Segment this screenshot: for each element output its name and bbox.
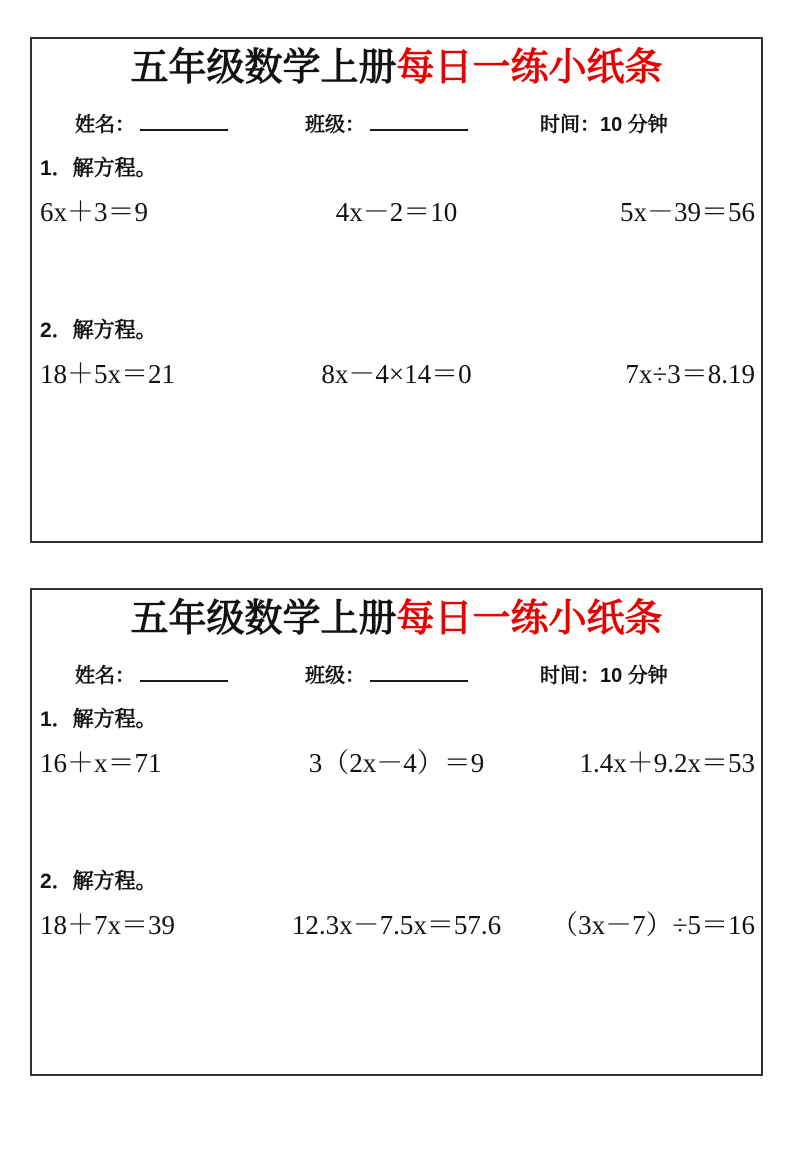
card-title [32, 596, 761, 642]
name-label: 姓名： [75, 114, 135, 136]
name-field [75, 113, 305, 137]
practice-card-2 [30, 588, 763, 1076]
time-field [540, 664, 761, 688]
worksheet-page [0, 37, 793, 1076]
equation-row [32, 357, 761, 391]
time-field [540, 113, 761, 137]
class-blank-line [370, 664, 468, 682]
equation: 5x－39＝56 [620, 197, 755, 227]
equation-row [32, 746, 761, 780]
equation: 18＋7x＝39 [40, 910, 175, 940]
time-label: 时间：10 分钟 [540, 665, 668, 687]
name-blank-line [140, 113, 228, 131]
class-label: 班级： [305, 114, 365, 136]
name-label: 姓名： [75, 665, 135, 687]
equation: 1.4x＋9.2x＝53 [579, 748, 755, 778]
meta-row [32, 113, 761, 137]
equation: 8x－4×14＝0 [321, 359, 472, 389]
section-heading-2: 2．解方程。 [40, 319, 157, 342]
section-heading-2: 2．解方程。 [40, 870, 157, 893]
practice-card-1 [30, 37, 763, 543]
equation-row [32, 195, 761, 229]
equation: （3x－7）÷5＝16 [551, 910, 755, 940]
class-blank-line [370, 113, 468, 131]
equation-row [32, 908, 761, 942]
equation: 16＋x＝71 [40, 748, 162, 778]
equation: 4x－2＝10 [335, 197, 458, 227]
section-heading-1: 1．解方程。 [40, 157, 157, 180]
card-title-red: 每日一练小纸条 [396, 47, 663, 89]
equation: 6x＋3＝9 [40, 197, 148, 227]
equation: 18＋5x＝21 [40, 359, 175, 389]
equation: 7x÷3＝8.19 [625, 359, 755, 389]
card-title-red: 每日一练小纸条 [396, 598, 663, 640]
class-field [305, 113, 540, 137]
card-title-black: 五年级数学上册 [130, 47, 397, 89]
name-field [75, 664, 305, 688]
card-title-black: 五年级数学上册 [130, 598, 397, 640]
card-title [32, 45, 761, 91]
name-blank-line [140, 664, 228, 682]
class-field [305, 664, 540, 688]
time-label: 时间：10 分钟 [540, 114, 668, 136]
class-label: 班级： [305, 665, 365, 687]
equation: 12.3x－7.5x＝57.6 [291, 910, 502, 940]
section-heading-1: 1．解方程。 [40, 708, 157, 731]
equation: 3（2x－4）＝9 [308, 748, 485, 778]
meta-row [32, 664, 761, 688]
